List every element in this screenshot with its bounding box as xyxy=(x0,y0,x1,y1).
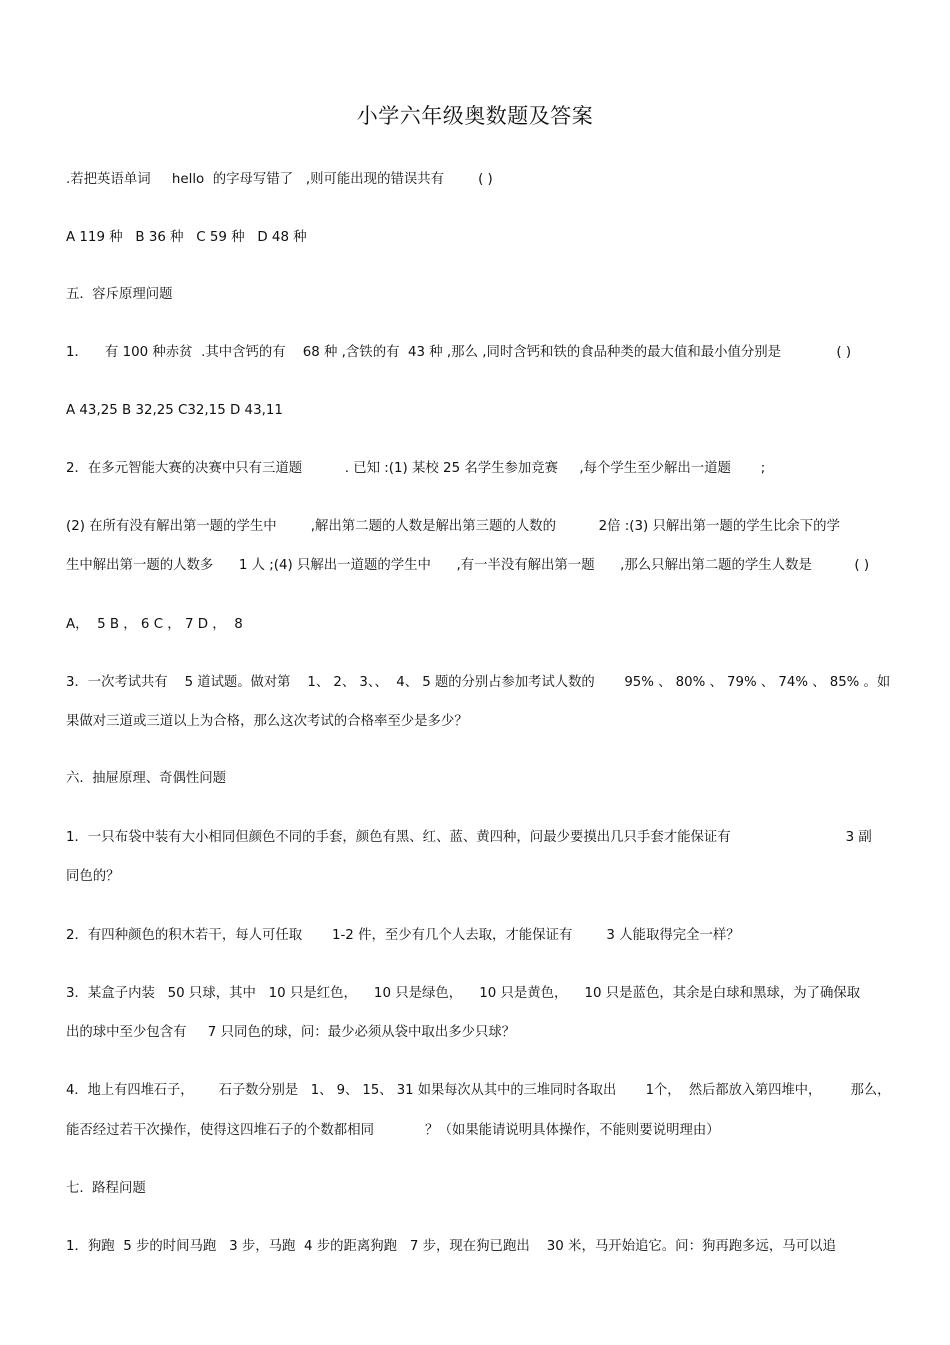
section-heading: 六. 抽屉原理、奇偶性问题 xyxy=(66,771,227,786)
question-line: 能否经过若干次操作，使得这四堆石子的个数都相同 ？（如果能请说明具体操作，不能则要说明理由） xyxy=(66,1123,720,1138)
question-line: 出的球中至少包含有 7 只同色的球，问：最少必须从袋中取出多少只球？ xyxy=(66,1025,516,1040)
section-heading: 五. 容斥原理问题 xyxy=(66,287,173,302)
question-line: 3．某盒子内装 50 只球，其中 10 只是红色， 10 只是绿色， 10 只是黄色， 10 只是蓝色，其余是白球和黑球，为了确保取 xyxy=(66,986,861,1001)
question-line: 1．狗跑 5 步的时间马跑 3 步，马跑 4 步的距离狗跑 7 步，现在狗已跑出 30 米，马开始追它。问：狗再跑多远，马可以追 xyxy=(66,1239,836,1254)
options-line: A， 5 B ， 6 C ， 7 D ， 8 xyxy=(66,617,243,632)
options-line: A 43,25 B 32,25 C32,15 D 43,11 xyxy=(66,403,283,418)
page-title: 小学六年级奥数题及答案 xyxy=(356,104,594,128)
options-line: A 119 种 B 36 种 C 59 种 D 48 种 xyxy=(66,230,307,245)
question-line: 果做对三道或三道以上为合格，那么这次考试的合格率至少是多少？ xyxy=(66,714,468,729)
question-line: 2．有四种颜色的积木若干，每人可任取 1-2 件，至少有几个人去取，才能保证有 3 人能取得完全一样？ xyxy=(66,928,740,943)
question-line: 2．在多元智能大赛的决赛中只有三道题 . 已知 :(1) 某校 25 名学生参加竞赛 ,每个学生至少解出一道题 ; xyxy=(66,461,766,476)
question-line: 3．一次考试共有 5 道试题。做对第 1、 2、 3、、 4、 5 题的分别占参加考试人数的 95% 、 80% 、 79% 、 74% 、 85% 。如 xyxy=(66,675,891,690)
question-line: 1．一只布袋中装有大小相同但颜色不同的手套，颜色有黑、红、蓝、黄四种，问最少要摸出几只手套才能保证有 3 副 xyxy=(66,830,872,845)
question-line: (2) 在所有没有解出第一题的学生中 ,解出第二题的人数是解出第三题的人数的 2倍 :(3) 只解出第一题的学生比余下的学 xyxy=(66,519,840,534)
question-line: 4．地上有四堆石子， 石子数分别是 1、 9、 15、 31 如果每次从其中的三堆同时各取出 1个， 然后都放入第四堆中， 那么， xyxy=(66,1083,891,1098)
section-heading: 七. 路程问题 xyxy=(66,1181,146,1196)
question-line: 同色的？ xyxy=(66,869,120,884)
question-intro-line: .若把英语单词 hello 的字母写错了 ,则可能出现的错误共有 ( ) xyxy=(66,172,493,187)
question-line: 1． 有 100 种赤贫 .其中含钙的有 68 种 ,含铁的有 43 种 ,那么 ,同时含钙和铁的食品种类的最大值和最小值分别是 ( ) xyxy=(66,345,852,360)
question-line: 生中解出第一题的人数多 1 人 ;(4) 只解出一道题的学生中 ,有一半没有解出第一题 ,那么只解出第二题的学生人数是 ( ) xyxy=(66,558,870,573)
